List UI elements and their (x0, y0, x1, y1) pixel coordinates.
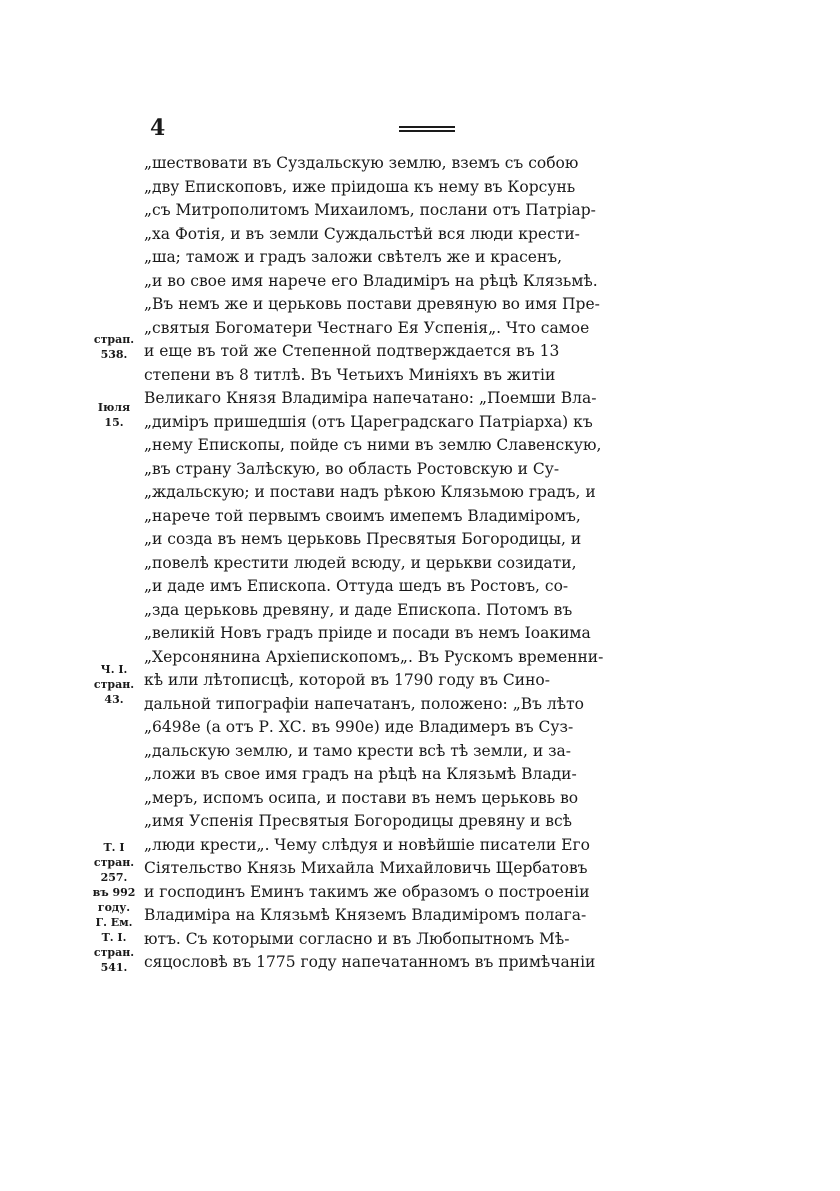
margin-note-line: стран. (93, 946, 135, 959)
margin-note-line: 257. (100, 871, 128, 884)
margin-note-line: 541. (100, 961, 128, 974)
text-line: „съ Митрополитомъ Михаиломъ, послани отъ Патрiар- (144, 201, 596, 219)
margin-note-line: Г. Ем. (95, 916, 133, 929)
body-text (144, 152, 664, 975)
text-line: Великаго Князя Владимiра напечатано: „Поемши Вла- (144, 389, 597, 407)
text-line: „имя Успенiя Пресвятыя Богородицы древяну и всѣ (144, 812, 572, 830)
text-line: и господинъ Еминъ такимъ же образомъ о построенiи (144, 882, 590, 901)
margin-note-line: стран. (93, 856, 135, 869)
text-line: „нему Епископы, пойде съ ними въ землю Славенскую, (144, 436, 602, 454)
margin-note-july (84, 400, 144, 430)
text-line: „въ страну Залѣскую, во область Ростовскую и Су- (144, 459, 560, 478)
text-line: кѣ или лѣтописцѣ, которой въ 1790 году въ Сино- (144, 671, 550, 689)
margin-note-volume-refs (84, 840, 144, 975)
margin-note-line: стран. (93, 678, 135, 691)
margin-note-line: Iюля (97, 401, 131, 414)
margin-note-line: 538. (100, 348, 128, 361)
text-line: „ложи въ свое имя градъ на рѣцѣ на Клязьмѣ Влади- (144, 765, 577, 783)
text-line: „шествовати въ Суздальскую землю, вземъ съ собою (144, 154, 579, 172)
text-line: и еще въ той же Степенной подтверждается въ 13 (144, 342, 560, 360)
text-line: „и даде имъ Епископа. Оттуда шедъ въ Ростовъ, со- (144, 577, 569, 595)
text-line: „зда церьковь древяну, и даде Епископа. Потомъ въ (144, 600, 573, 619)
text-line: дальной типографiи напечатанъ, положено: „Въ лѣто (144, 694, 585, 713)
margin-note-line: 43. (104, 693, 124, 706)
text-line: „Херсонянина Архiепископомъ„. Въ Рускомъ временни- (144, 647, 604, 666)
text-line: „и во свое имя нарече его Владимiръ на рѣцѣ Клязьмѣ. (144, 271, 598, 290)
margin-note-line: страп. (93, 333, 135, 346)
text-line: „димiръ пришедшiя (отъ Цареградскаго Патрiарха) къ (144, 412, 593, 431)
text-line: „святыя Богоматери Честнаго Ея Успенiя„. Что самое (144, 318, 590, 337)
margin-note-line: Т. I (103, 841, 125, 854)
margin-note-line: въ 992 (92, 886, 136, 899)
margin-note-line: Т. I. (101, 931, 127, 944)
header-rule (399, 126, 455, 132)
text-line: „великiй Новъ градъ прiиде и посади въ немъ Iоакима (144, 624, 591, 642)
text-line: сяцословѣ въ 1775 году напечатанномъ въ примѣчанiи (144, 953, 596, 971)
text-line: „дву Епископовъ, иже прiидоша къ нему въ Корсунь (144, 177, 576, 196)
text-line: ютъ. Съ которыми согласно и въ Любопытномъ Мѣ- (144, 929, 570, 948)
text-line: „люди крести„. Чему слѣдуя и новѣйшiе писатели Его (144, 835, 590, 854)
margin-note-line: Ч. I. (100, 663, 128, 676)
text-line: „ха Фотiя, и въ земли Суждальстѣй вся люди крести- (144, 224, 580, 243)
text-line: „нарече той первымъ своимъ имепемъ Владимiромъ, (144, 506, 581, 525)
text-line: „меръ, испомъ осипа, и постави въ немъ церьковь во (144, 788, 579, 807)
text-line: Владимiра на Клязьмѣ Княземъ Владимiромъ полага- (144, 906, 587, 924)
text-line: Сiятельство Князь Михайла Михайловичь Щербатовъ (144, 859, 588, 877)
margin-note-stepennaya (84, 332, 144, 362)
margin-note-part-one (84, 662, 144, 707)
text-line: „6498е (а отъ Р. ХС. въ 990е) иде Владимеръ въ Суз- (144, 718, 574, 736)
text-line: „повелѣ крестити людей всюду, и церькви созидати, (144, 553, 577, 572)
margin-note-line: году. (97, 901, 131, 914)
text-line: „и созда въ немъ церьковь Пресвятыя Богородицы, и (144, 530, 582, 548)
text-line: „ша; тамож и градъ заложи свѣтелъ же и красенъ, (144, 248, 563, 266)
text-line: степени въ 8 титлѣ. Въ Четьихъ Минiяхъ въ житiи (144, 365, 556, 384)
text-line: „дальскую землю, и тамо крести всѣ тѣ земли, и за- (144, 741, 572, 760)
text-line: „Въ немъ же и церьковь постави древяную во имя Пре- (144, 295, 600, 313)
page-number: 4 (150, 115, 166, 141)
text-line: „ждальскую; и постави надъ рѣкою Клязьмою градъ, и (144, 483, 596, 501)
margin-note-line: 15. (104, 416, 124, 429)
